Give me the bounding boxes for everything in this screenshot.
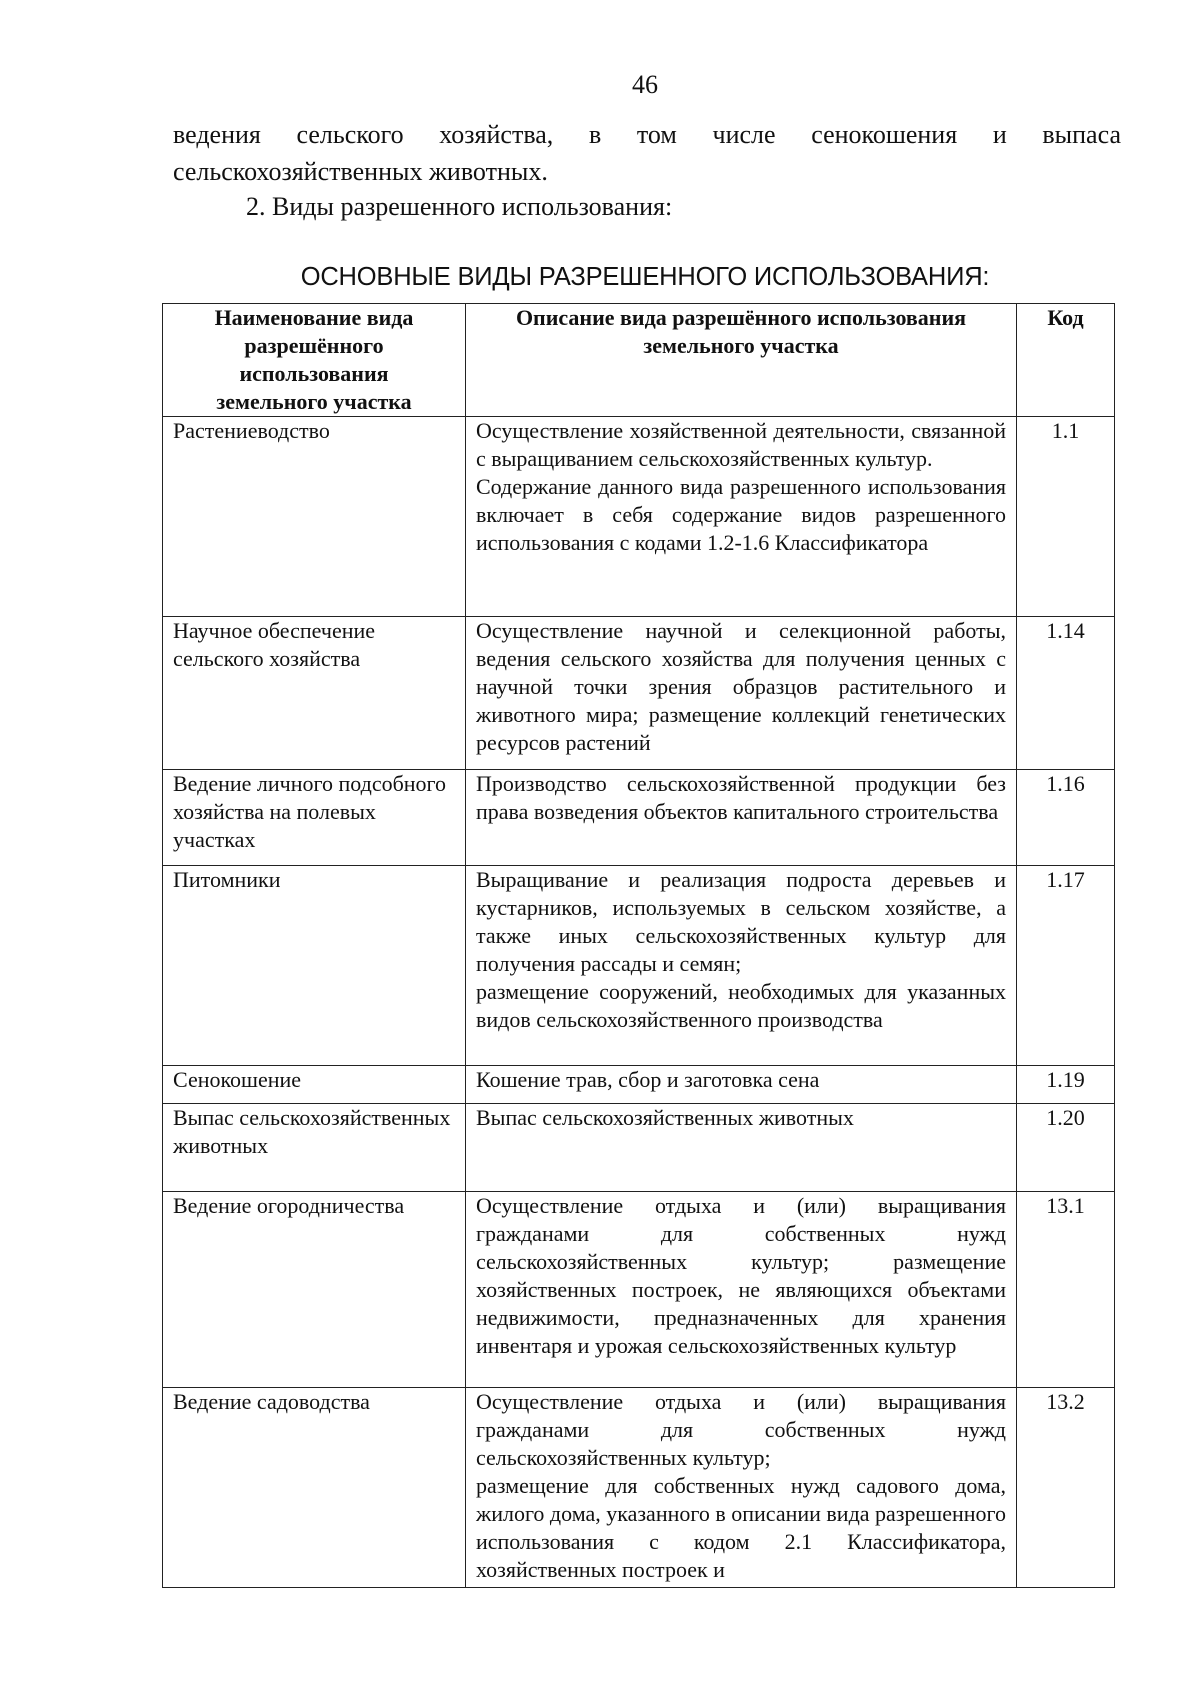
cell-use-description bbox=[466, 617, 1017, 770]
table-row bbox=[163, 770, 1115, 866]
header-description: Описание вида разрешённого использования земельного участка bbox=[466, 304, 1017, 417]
description-paragraph: Производство сельскохозяйственной продукции без права возведения объектов капитального строительства bbox=[476, 771, 1006, 824]
cell-use-description bbox=[466, 770, 1017, 866]
description-paragraph: Осуществление отдыха и (или) выращивания гражданами для собственных нужд сельскохозяйственных культур; bbox=[476, 1389, 1006, 1470]
cell-use-code: 1.14 bbox=[1017, 617, 1115, 770]
page-number: 46 bbox=[632, 70, 658, 99]
cell-use-code: 1.19 bbox=[1017, 1066, 1115, 1104]
description-paragraph: Осуществление отдыха и (или) выращивания гражданами для собственных нужд сельскохозяйственных культур; размещение хозяйственных построек, не являющихся объектами недвижимости, предназначенных для хранения инвентаря и урожая сельскохозяйственных культур bbox=[476, 1193, 1006, 1358]
description-paragraph: Выращивание и реализация подроста деревьев и кустарников, используемых в сельском хозяйстве, а также иных сельскохозяйственных культур для получения рассады и семян; bbox=[476, 867, 1006, 976]
description-paragraph: Содержание данного вида разрешенного использования включает в себя содержание видов разрешенного использования с кодами 1.2-1.6 Классификатора bbox=[476, 474, 1006, 555]
cell-use-code: 1.20 bbox=[1017, 1104, 1115, 1192]
table-row bbox=[163, 417, 1115, 617]
cell-use-name: Растениеводство bbox=[163, 417, 466, 617]
cell-use-code: 13.2 bbox=[1017, 1388, 1115, 1588]
cell-use-name: Сенокошение bbox=[163, 1066, 466, 1104]
cell-use-description bbox=[466, 1388, 1017, 1588]
cell-use-description bbox=[466, 1066, 1017, 1104]
description-paragraph: Кошение трав, сбор и заготовка сена bbox=[476, 1067, 820, 1092]
section-item: 2. Виды разрешенного использования: bbox=[246, 192, 673, 221]
cell-use-code: 13.1 bbox=[1017, 1192, 1115, 1388]
land-use-table bbox=[162, 303, 1115, 1588]
header-code: Код bbox=[1017, 304, 1115, 417]
table-row bbox=[163, 1066, 1115, 1104]
description-paragraph: Осуществление научной и селекционной работы, ведения сельского хозяйства для получения ценных с научной точки зрения образцов растительного и животного мира; размещение коллекций генетических ресурсов растений bbox=[476, 618, 1006, 755]
cell-use-description bbox=[466, 1192, 1017, 1388]
table-header-row bbox=[163, 304, 1115, 417]
cell-use-code: 1.1 bbox=[1017, 417, 1115, 617]
description-paragraph: Осуществление хозяйственной деятельности, связанной с выращиванием сельскохозяйственных культур. bbox=[476, 418, 1006, 471]
cell-use-name: Ведение садоводства bbox=[163, 1388, 466, 1588]
table-row bbox=[163, 1388, 1115, 1588]
table-row bbox=[163, 617, 1115, 770]
cell-use-name: Питомники bbox=[163, 866, 466, 1066]
table-row bbox=[163, 1104, 1115, 1192]
cell-use-name: Ведение личного подсобного хозяйства на полевых участках bbox=[163, 770, 466, 866]
cell-use-description bbox=[466, 417, 1017, 617]
description-paragraph: Выпас сельскохозяйственных животных bbox=[476, 1105, 854, 1130]
cell-use-code: 1.17 bbox=[1017, 866, 1115, 1066]
intro-paragraph: ведения сельского хозяйства, в том числе сенокошения и выпаса сельскохозяйственных животных. bbox=[173, 120, 1121, 186]
cell-use-code: 1.16 bbox=[1017, 770, 1115, 866]
table-row bbox=[163, 866, 1115, 1066]
cell-use-name: Научное обеспечение сельского хозяйства bbox=[163, 617, 466, 770]
description-paragraph: размещение для собственных нужд садового дома, жилого дома, указанного в описании вида разрешенного использования с кодом 2.1 Классификатора, хозяйственных построек и bbox=[476, 1473, 1006, 1582]
cell-use-name: Ведение огородничества bbox=[163, 1192, 466, 1388]
cell-use-name: Выпас сельскохозяйственных животных bbox=[163, 1104, 466, 1192]
table-title: ОСНОВНЫЕ ВИДЫ РАЗРЕШЕННОГО ИСПОЛЬЗОВАНИЯ: bbox=[300, 263, 990, 291]
table-row bbox=[163, 1192, 1115, 1388]
header-name: Наименование вида разрешённого использования земельного участка bbox=[163, 304, 466, 417]
cell-use-description bbox=[466, 1104, 1017, 1192]
description-paragraph: размещение сооружений, необходимых для указанных видов сельскохозяйственного производства bbox=[476, 979, 1006, 1032]
cell-use-description bbox=[466, 866, 1017, 1066]
